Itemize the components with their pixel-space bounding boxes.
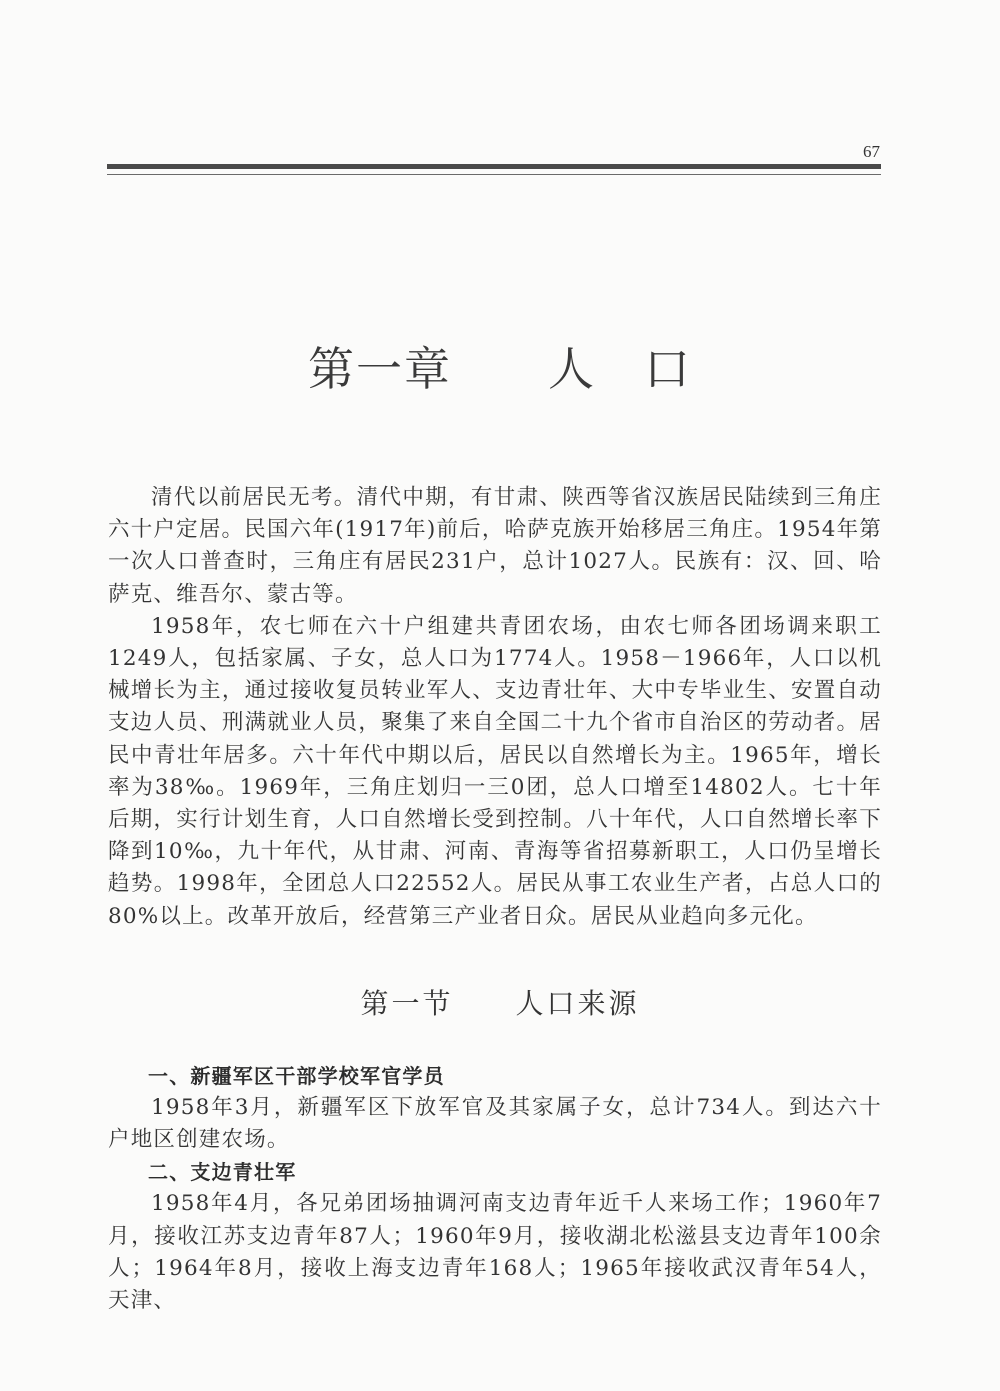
chapter-title: 第一章 人 口 xyxy=(308,342,692,396)
subsection-heading: 一、新疆军区干部学校军官学员 xyxy=(148,1064,445,1088)
section-title: 第一节 人口来源 xyxy=(360,987,640,1020)
header-rule-thin xyxy=(107,174,881,175)
header-rule-thick xyxy=(107,164,881,169)
intro-text xyxy=(108,482,882,933)
subsection-paragraph: 1958年3月，新疆军区下放军官及其家属子女，总计734人。到达六十户地区创建农场。 xyxy=(108,1095,882,1153)
intro-paragraph: 1958年，农七师在六十户组建共青团农场，由农七师各团场调来职工1249人，包括家属、子女，总人口为1774人。1958－1966年，人口以机械增长为主，通过接收复员转业军人、支边青壮年、大中专毕业生、安置自动支边人员、刑满就业人员，聚集了来自全国二十九个省市自治区的劳动者。居民中青壮年居多。六十年代中期以后，居民以自然增长为主。1965年，增长率为38‰。1969年，三角庄划归一三0团，总人口增至14802人。七十年后期，实行计划生育，人口自然增长受到控制。八十年代，人口自然增长率下降到10‰，九十年代，从甘肃、河南、青海等省招募新职工，人口仍呈增长趋势。1998年，全团总人口22552人。居民从事工农业生产者，占总人口的80%以上。改革开放后，经营第三产业者日众。居民从业趋向多元化。 xyxy=(108,613,882,929)
intro-paragraph: 清代以前居民无考。清代中期，有甘肃、陕西等省汉族居民陆续到三角庄六十户定居。民国六年(1917年)前后，哈萨克族开始移居三角庄。1954年第一次人口普查时，三角庄有居民231户，总计1027人。民族有：汉、回、哈萨克、维吾尔、蒙古等。 xyxy=(108,485,882,607)
section-body xyxy=(108,1060,882,1317)
page-number: 67 xyxy=(863,142,880,161)
subsection-paragraph: 1958年4月，各兄弟团场抽调河南支边青年近千人来场工作；1960年7月，接收江苏支边青年87人；1960年9月，接收湖北松滋县支边青年100余人；1964年8月，接收上海支边青年168人；1965年接收武汉青年54人，天津、 xyxy=(108,1191,882,1314)
subsection-heading: 二、支边青壮军 xyxy=(148,1160,297,1185)
